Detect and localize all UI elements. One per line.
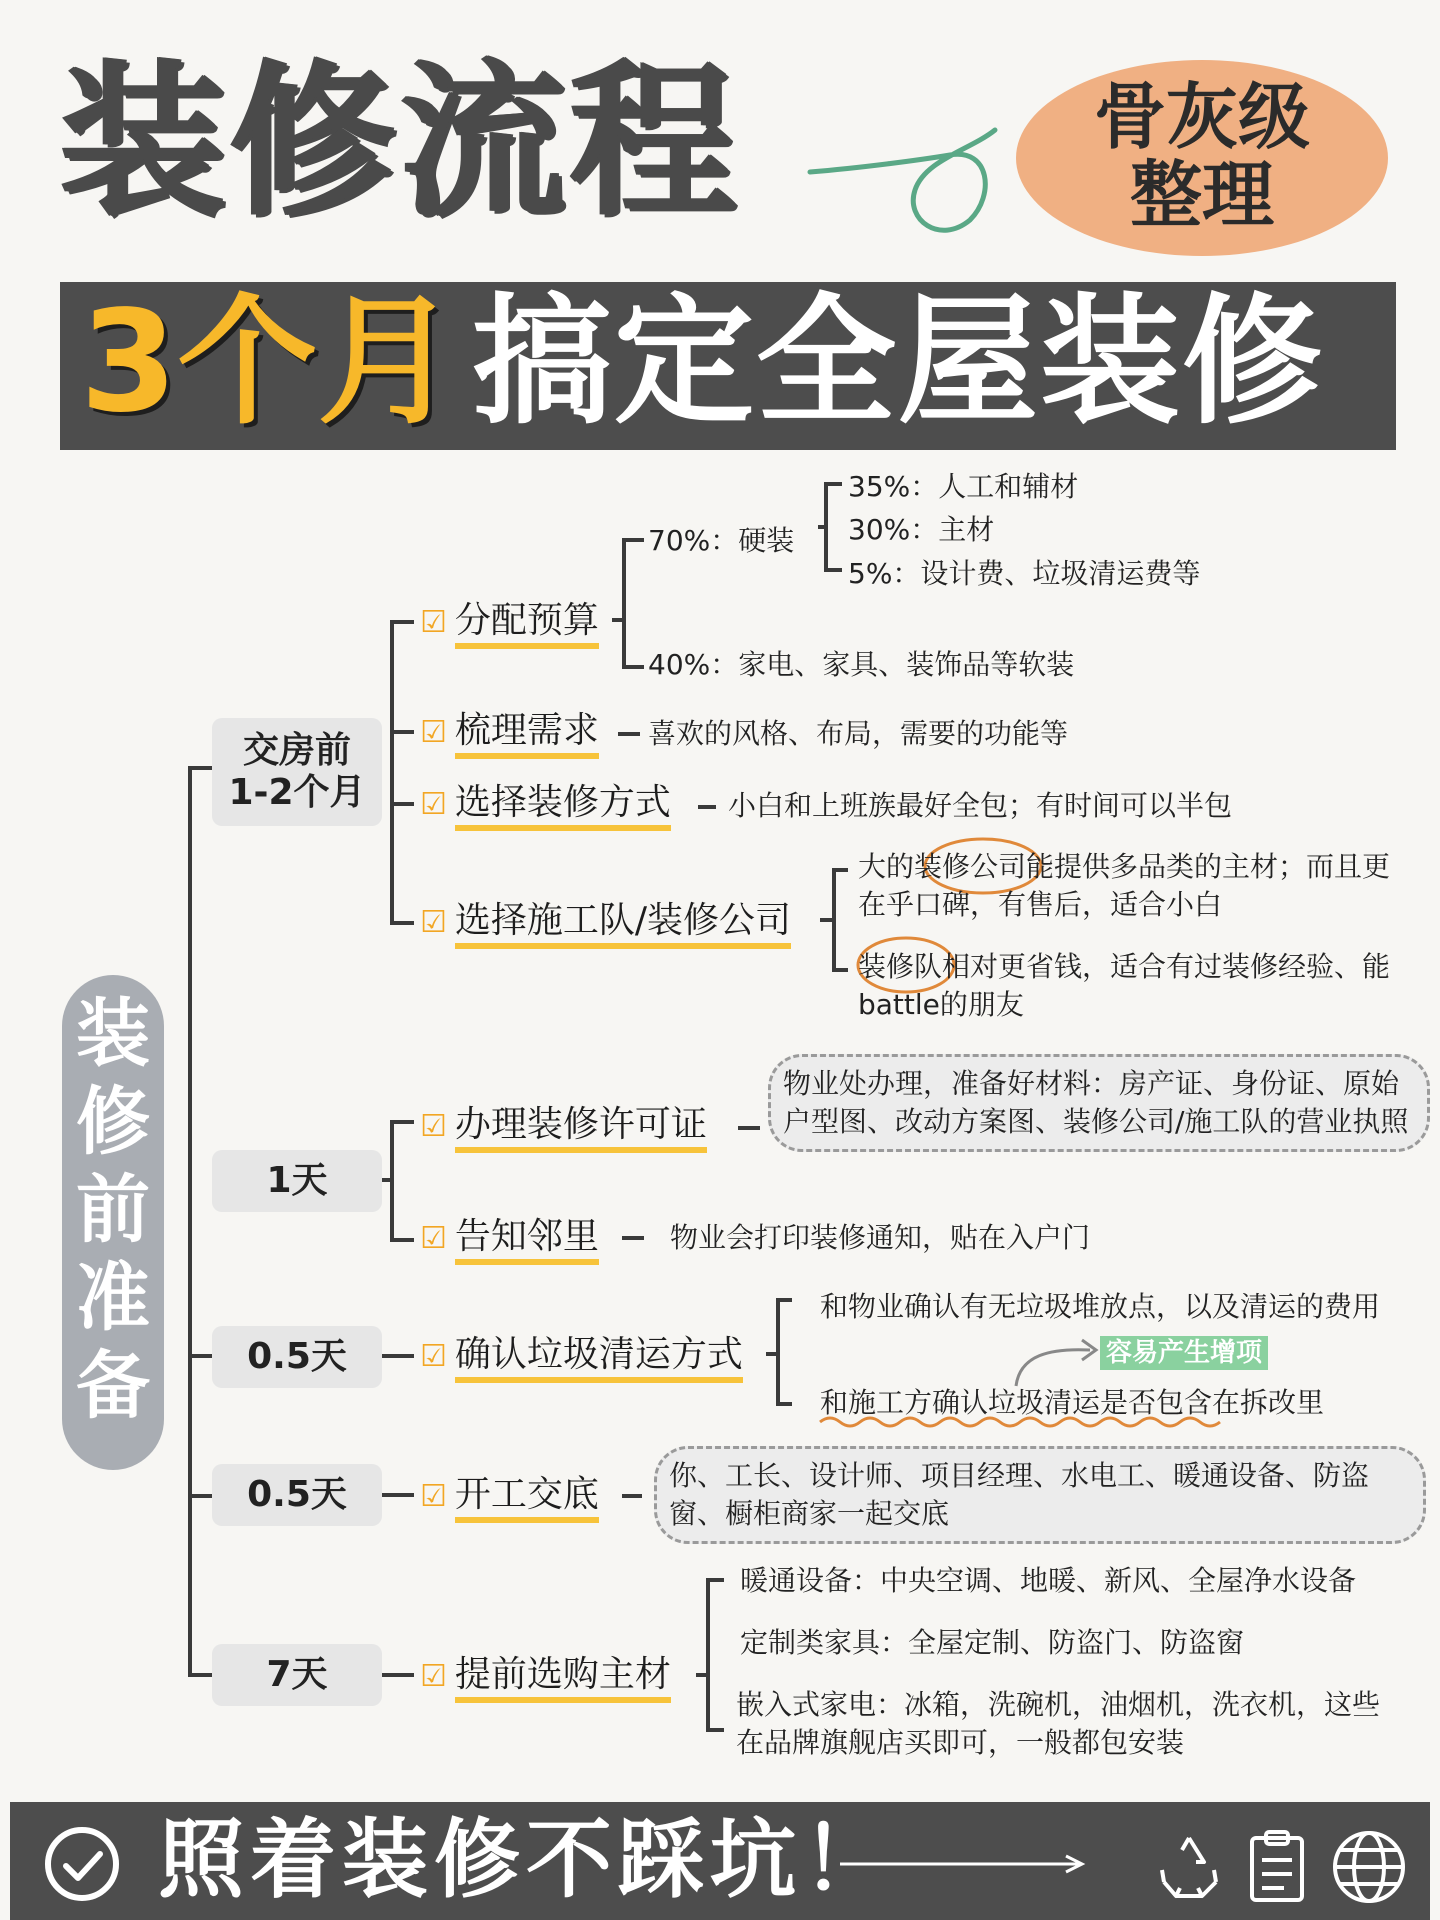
note-hard-b: 30%：主材: [848, 513, 995, 546]
task-materials: [420, 1652, 671, 1700]
task-kickoff-label: 开工交底: [455, 1474, 599, 1523]
task-permit: [420, 1102, 707, 1150]
checkbox-icon: ☑: [420, 605, 447, 640]
checkbox-icon: ☑: [420, 787, 447, 822]
side-label: [62, 990, 164, 1430]
note-hard: 70%：硬装: [648, 524, 795, 557]
checkbox-icon: ☑: [420, 1339, 447, 1374]
badge-line-2: 整理: [1129, 153, 1274, 237]
note-garbage-property: 和物业确认有无垃圾堆放点，以及清运的费用: [820, 1290, 1381, 1323]
note-neighbors: 物业会打印装修通知，贴在入户门: [670, 1221, 1091, 1254]
note-materials-custom: 定制类家具：全屋定制、防盗门、防盗窗: [740, 1626, 1245, 1659]
note-hard-a: 35%：人工和辅材: [848, 470, 1079, 503]
note-hard-c: 5%：设计费、垃圾清运费等: [848, 557, 1201, 590]
checkbox-icon: ☑: [420, 1479, 447, 1514]
task-budget: [420, 598, 599, 646]
footer-slogan: 照着装修不踩坑！: [158, 1810, 894, 1910]
checkbox-icon: ☑: [420, 1109, 447, 1144]
extra-cost-tag: 容易产生增项: [1100, 1336, 1268, 1370]
note-method: 小白和上班族最好全包；有时间可以半包: [728, 789, 1233, 822]
page-title: 装修流程: [60, 46, 740, 239]
task-needs: [420, 708, 599, 756]
task-materials-label: 提前选购主材: [455, 1654, 671, 1703]
clipboard-icon: [1246, 1828, 1308, 1906]
headline-highlight: 3个月: [80, 281, 458, 444]
note-permit: 物业处办理，准备好材料：房产证、身份证、原始户型图、改动方案图、装修公司/施工队的营业执照: [768, 1054, 1430, 1152]
note-team-company: 大的装修公司能提供多品类的主材；而且更在乎口碑，有售后，适合小白: [858, 850, 1391, 921]
arrow-right-icon: [840, 1854, 1090, 1874]
stage-7-days: 7天: [212, 1644, 382, 1706]
checkbox-icon: ☑: [420, 715, 447, 750]
task-neighbors-label: 告知邻里: [455, 1216, 599, 1265]
headline-text: 搞定全屋装修: [472, 281, 1325, 444]
task-team-label: 选择施工队/装修公司: [455, 900, 791, 949]
note-team-crew: 装修队相对更省钱，适合有过装修经验、能battle的朋友: [858, 950, 1391, 1021]
task-team: [420, 898, 791, 946]
note-soft: 40%：家电、家具、装饰品等软装: [648, 648, 1075, 681]
stage-half-day-1: 0.5天: [212, 1326, 382, 1388]
task-garbage: [420, 1332, 743, 1380]
stage-1-day: 1天: [212, 1150, 382, 1212]
recycle-icon: [1152, 1830, 1226, 1904]
checkbox-icon: ☑: [420, 1659, 447, 1694]
task-method-label: 选择装修方式: [455, 782, 671, 831]
checkbox-icon: ☑: [420, 1221, 447, 1256]
note-kickoff: 你、工长、设计师、项目经理、水电工、暖通设备、防盗窗、橱柜商家一起交底: [654, 1446, 1426, 1544]
task-neighbors: [420, 1214, 599, 1262]
stage-before-handover: 交房前 1-2个月: [212, 718, 382, 826]
side-label-text: 装修前准备: [76, 991, 150, 1429]
task-needs-label: 梳理需求: [455, 710, 599, 759]
task-garbage-label: 确认垃圾清运方式: [455, 1334, 743, 1383]
note-garbage-contractor: 和施工方确认垃圾清运是否包含在拆改里: [820, 1386, 1325, 1419]
check-circle-icon: [40, 1822, 124, 1906]
task-permit-label: 办理装修许可证: [455, 1104, 707, 1153]
task-budget-label: 分配预算: [455, 600, 599, 649]
globe-icon: [1328, 1826, 1410, 1908]
badge-line-1: 骨灰级: [1093, 75, 1310, 159]
stage-half-day-2: 0.5天: [212, 1464, 382, 1526]
checkbox-icon: ☑: [420, 905, 447, 940]
note-materials-appliances: 嵌入式家电：冰箱，洗碗机，油烟机，洗衣机，这些在品牌旗舰店买即可，一般都包安装: [736, 1688, 1381, 1759]
task-method: [420, 780, 671, 828]
task-kickoff: [420, 1472, 599, 1520]
note-materials-hvac: 暖通设备：中央空调、地暖、新风、全屋净水设备: [740, 1564, 1357, 1597]
note-needs: 喜欢的风格、布局，需要的功能等: [648, 717, 1069, 750]
